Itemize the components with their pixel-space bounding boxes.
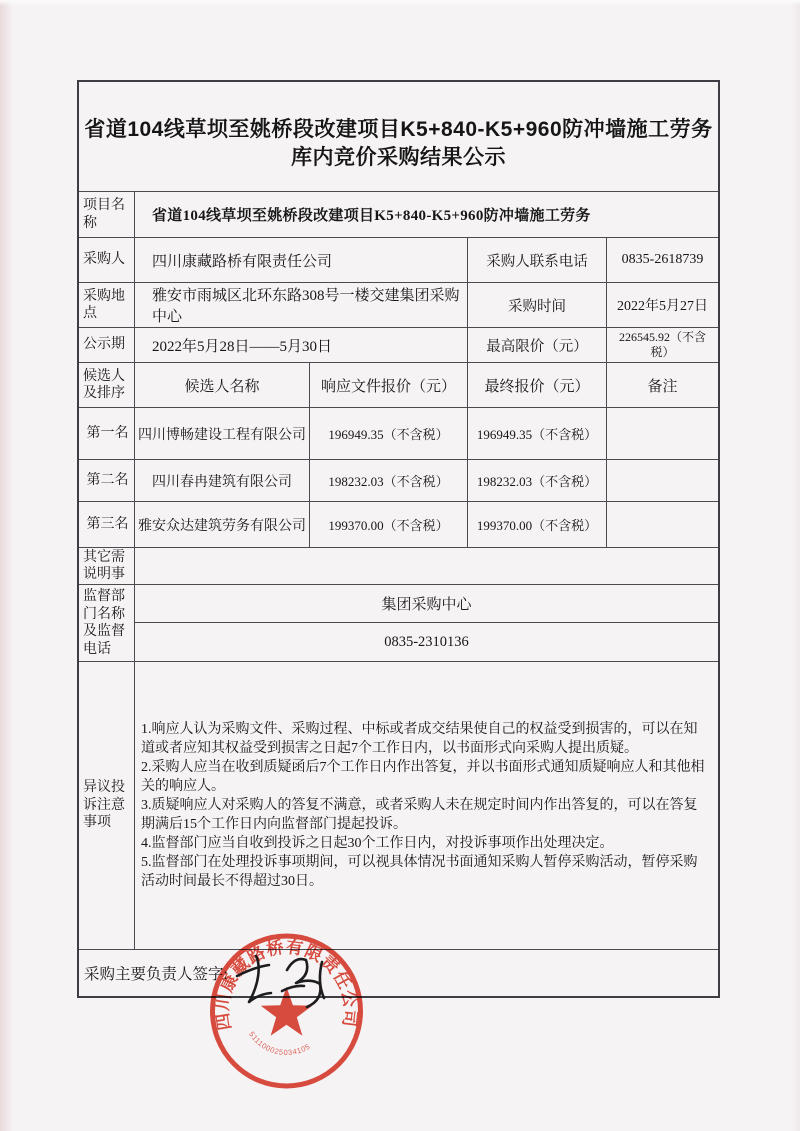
purchaser-phone-label: 采购人联系电话 [468,238,607,282]
remark-cell [607,460,718,501]
final-price-cell: 199370.00（不含税） [468,502,607,547]
row-project-name [79,192,718,238]
supervision-label: 监督部门名称及监督电话 [79,585,135,661]
objection-item-3: 3.质疑响应人对采购人的答复不满意，或者采购人未在规定时间内作出答复的，可以在答复期满后15个工作日内向监督部门提起投诉。 [141,798,698,832]
document-title-line1: 省道104线草坝至姚桥段改建项目K5+840-K5+960防冲墙施工劳务 [84,117,713,141]
candidate-name-cell: 四川博畅建设工程有限公司 [135,408,310,459]
purchase-time-value: 2022年5月27日 [617,299,708,314]
remark-header: 备注 [647,378,678,395]
candidate-name-cell: 雅安众达建筑劳务有限公司 [135,502,310,547]
rank-cell: 第二名 [79,460,135,501]
announcement-table [77,80,720,998]
purchaser-value: 四川康藏路桥有限责任公司 [135,238,468,282]
bid-price-cell: 198232.03（不含税） [310,460,468,501]
row-publicity-period [79,328,718,363]
objection-item-1: 1.响应人认为采购文件、采购过程、中标或者成交结果使自己的权益受到损害的，可以在知道或者应知其权益受到损害之日起7个工作日内，以书面形式向采购人提出质疑。 [141,722,698,756]
final-price-header: 最终报价（元） [468,363,607,407]
row-supervision [79,585,718,662]
project-name-label: 项目名称 [79,192,135,237]
row-candidate-headers [79,363,718,408]
candidate-row-2 [79,460,718,502]
row-purchaser [79,238,718,283]
page-edge-top [0,0,800,6]
rank-cell: 第一名 [79,408,135,459]
location-label: 采购地点 [79,283,135,327]
max-price-value: 226545.92（不含税） [618,330,706,359]
document-title-line2: 库内竞价采购结果公示 [291,145,506,169]
purchaser-phone-value: 0835-2618739 [621,252,704,267]
remark-cell [607,502,718,547]
objection-item-4: 4.监督部门应当自收到投诉之日起30个工作日内，对投诉事项作出处理决定。 [141,836,614,851]
purchaser-label: 采购人 [79,238,135,282]
document-title [79,82,718,192]
svg-text:511100025034105 [247,1030,312,1057]
rank-cell: 第三名 [79,502,135,547]
other-notes-value [135,548,718,584]
row-objection-notes [79,662,718,950]
supervision-phone: 0835-2310136 [384,633,469,650]
handwritten-signature [225,946,355,1016]
other-notes-label: 其它需说明事 [79,548,135,584]
objection-label: 异议投诉注意事项 [79,662,135,949]
supervision-values [135,585,718,661]
bid-price-header: 响应文件报价（元） [310,363,468,407]
candidate-row-3 [79,502,718,548]
publicity-period-label: 公示期 [79,328,135,362]
bid-price-cell: 199370.00（不含税） [310,502,468,547]
candidate-rank-header: 候选人及排序 [79,363,135,407]
seal-number-text: 511100025034105 [247,1029,312,1058]
objection-item-5: 5.监督部门在处理投诉事项期间，可以视具体情况书面通知采购人暂停采购活动，暂停采购活动时间最长不得超过30日。 [141,855,698,889]
purchase-time-label: 采购时间 [468,283,607,327]
objection-text [135,662,718,949]
objection-item-2: 2.采购人应当在收到质疑函后7个工作日内作出答复，并以书面形式通知质疑响应人和其他相关的响应人。 [141,760,705,794]
seal-company-text: 四川康藏路桥有限责任公司 [212,937,361,1032]
row-other-notes [79,548,718,585]
final-price-cell: 198232.03（不含税） [468,460,607,501]
location-value: 雅安市雨城区北环东路308号一楼交建集团采购中心 [135,283,468,327]
page-edge-left [0,0,13,1131]
publicity-period-value: 2022年5月28日——5月30日 [135,328,468,362]
row-location [79,283,718,328]
remark-cell [607,408,718,459]
project-name-value: 省道104线草坝至姚桥段改建项目K5+840-K5+960防冲墙施工劳务 [152,208,591,224]
bid-price-cell: 196949.35（不含税） [310,408,468,459]
final-price-cell: 196949.35（不含税） [468,408,607,459]
page-edge-right [791,0,800,1131]
supervision-department: 集团采购中心 [135,585,718,623]
max-price-label: 最高限价（元） [468,328,607,362]
row-signature [79,950,718,996]
candidate-name-cell: 四川春冉建筑有限公司 [135,460,310,501]
candidate-name-header: 候选人名称 [135,363,310,407]
candidate-row-1 [79,408,718,460]
signature-label: 采购主要负责人签字: [84,966,228,983]
